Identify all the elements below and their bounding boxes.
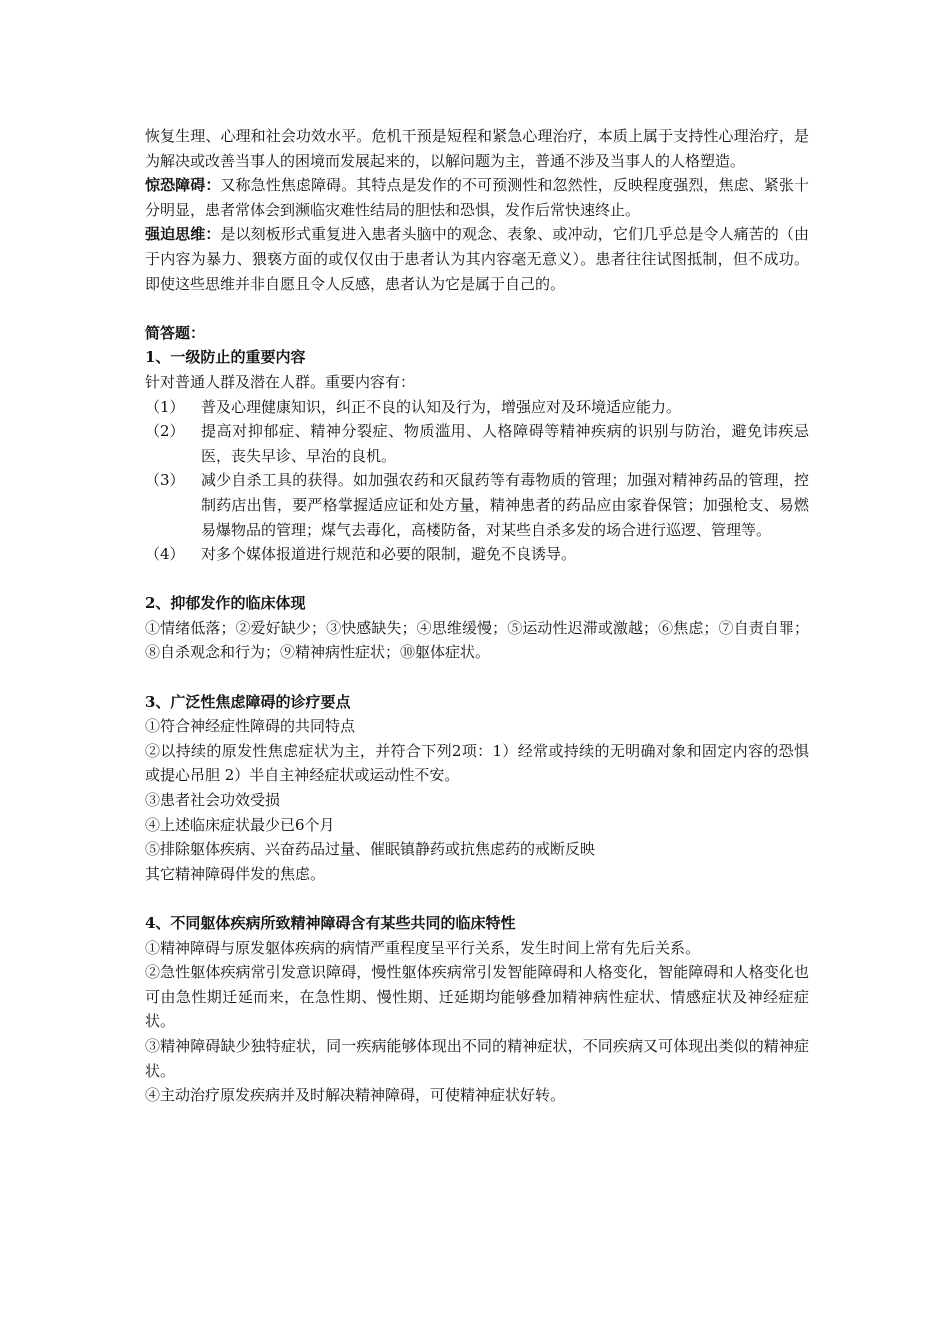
list-item-number: （4） (145, 545, 185, 564)
list-item (145, 468, 809, 542)
question-3-line: ⑤排除躯体疾病、兴奋药品过量、催眠镇静药或抗焦虑药的戒断反映 (145, 840, 596, 859)
section-title: 简答题： (145, 323, 206, 342)
definition-panic-disorder (145, 173, 809, 222)
question-2-text: ①情绪低落；②爱好缺少；③快感缺失；④思维缓慢；⑤运动性迟滞或激越；⑥焦虑；⑦自责自罪；⑧自杀观念和行为；⑨精神病性症状；⑩躯体症状。 (145, 618, 809, 662)
question-3-line: ②以持续的原发性焦虑症状为主，并符合下列2项：1）经常或持续的无明确对象和固定内容的恐惧或提心吊胆 2）半自主神经症状或运动性不安。 (145, 741, 809, 785)
question-1-intro: 针对普通人群及潜在人群。重要内容有： (145, 372, 416, 391)
question-4-title: 4、不同躯体疾病所致精神障碍含有某些共同的临床特性 (145, 914, 516, 932)
list-item (145, 419, 809, 468)
list-item-text: 提高对抑郁症、精神分裂症、物质滥用、人格障碍等精神疾病的识别与防治，避免讳疾忌医，丧失早诊、早治的良机。 (201, 422, 809, 465)
question-3-line: ①符合神经症性障碍的共同特点 (145, 717, 356, 736)
question-3-line: 其它精神障碍伴发的焦虑。 (145, 864, 326, 883)
list-item-text: 减少自杀工具的获得。如加强农药和灭鼠药等有毒物质的管理；加强对精神药品的管理，控制药店出售，要严格掌握适应证和处方量，精神患者的药品应由家眷保管；加强枪支、易燃易爆物品的管理；煤气去毒化，高楼防备，对某些自杀多发的场合进行巡逻、管理等。 (201, 471, 809, 539)
spacer (145, 567, 809, 592)
question-3-line: ③患者社会功效受损 (145, 791, 281, 810)
list-item-number: （3） (145, 471, 185, 490)
list-item-number: （2） (145, 422, 185, 441)
list-item (145, 542, 809, 567)
intro-paragraph: 恢复生理、心理和社会功效水平。危机干预是短程和紧急心理治疗，本质上属于支持性心理治疗，是为解决或改善当事人的困境而发展起来的，以解问题为主，普通不涉及当事人的人格塑造。 (145, 127, 809, 170)
list-item-text: 普及心理健康知识，纠正不良的认知及行为，增强应对及环境适应能力。 (201, 397, 682, 416)
spacer (145, 665, 809, 690)
definition-term: 惊恐障碍： (145, 176, 221, 195)
definition-text: 是以刻板形式重复进入患者头脑中的观念、表象、或冲动，它们几乎总是令人痛苦的（由于内容为暴力、猥亵方面的或仅仅由于患者认为其内容毫无意义）。患者往往试图抵制，但不成功。即使这些思维并非自愿且令人反感，患者认为它是属于自己的。 (145, 225, 809, 293)
definition-obsessive-thought (145, 222, 809, 296)
question-3-title: 3、广泛性焦虑障碍的诊疗要点 (145, 692, 351, 711)
definition-term: 强迫思维： (145, 225, 221, 244)
question-4-line: ③精神障碍缺少独特症状，同一疾病能够体现出不同的精神症状，不同疾病又可体现出类似的精神症状。 (145, 1036, 809, 1080)
list-item-number: （1） (145, 397, 185, 416)
list-item (145, 395, 809, 420)
list-item-text: 对多个媒体报道进行规范和必要的限制，避免不良诱导。 (201, 545, 577, 564)
question-2-title: 2、抑郁发作的临床体现 (145, 594, 306, 613)
question-3-line: ④上述临床症状最少已6个月 (145, 815, 335, 834)
definition-text: 又称急性焦虑障碍。其特点是发作的不可预测性和忽然性，反映程度强烈，焦虑、紧张十分明显，患者常体会到濒临灾难性结局的胆怯和恐惧，发作后常快速终止。 (145, 176, 809, 219)
question-1-title: 1、一级防止的重要内容 (145, 348, 306, 367)
document-page (145, 124, 809, 1108)
question-4-line: ②急性躯体疾病常引发意识障碍，慢性躯体疾病常引发智能障碍和人格变化，智能障碍和人格变化也可由急性期迁延而来，在急性期、慢性期、迁延期均能够叠加精神病性症状、情感症状及神经症症状。 (145, 963, 809, 1031)
question-4-line: ①精神障碍与原发躯体疾病的病情严重程度呈平行关系，发生时间上常有先后关系。 (145, 938, 701, 957)
question-4-line: ④主动治疗原发疾病并及时解决精神障碍，可使精神症状好转。 (145, 1086, 566, 1105)
spacer (145, 886, 809, 911)
spacer (145, 296, 809, 321)
